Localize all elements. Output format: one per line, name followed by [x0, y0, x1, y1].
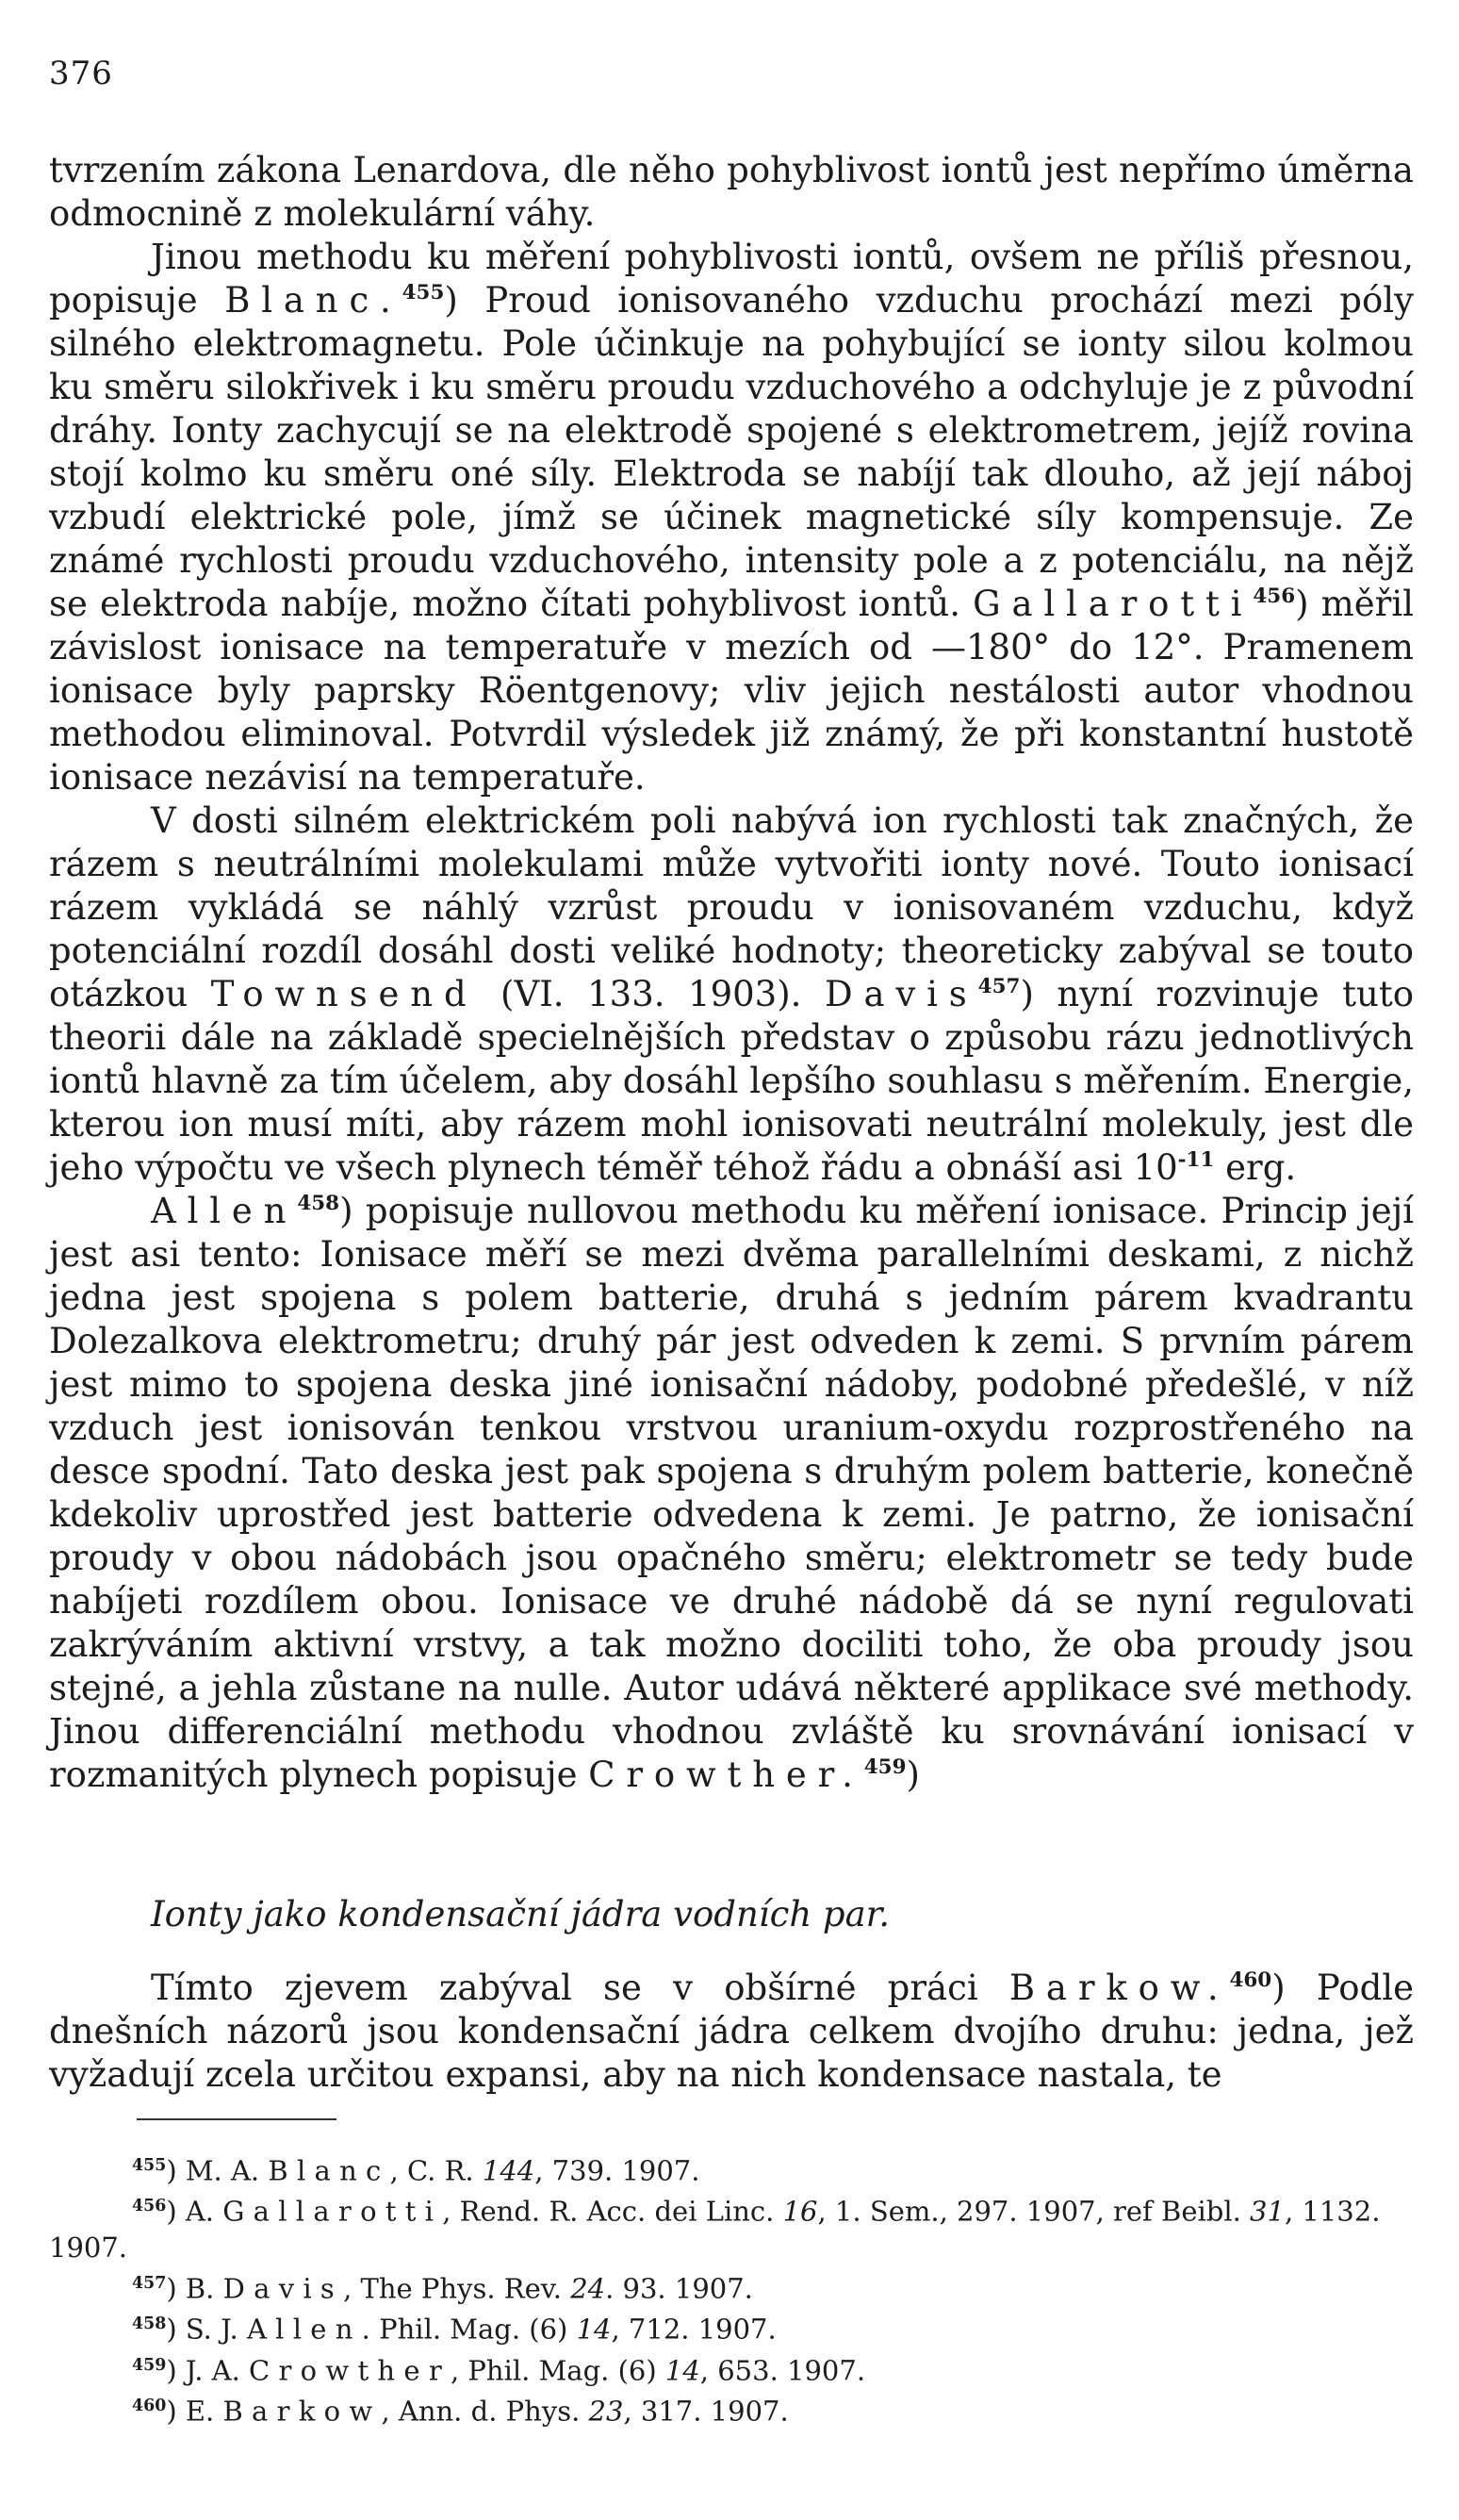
- page-number: 376: [49, 55, 113, 92]
- footnote-455: [49, 2148, 1414, 2188]
- footnote-author: Gallarotti: [222, 2195, 443, 2228]
- footnote-text: , The Phys. Rev.: [343, 2272, 571, 2305]
- footnote-text: , Phil. Mag. (6): [450, 2354, 665, 2387]
- paragraph-2-text-b: ) Proud ionisovaného vzduchu prochází mezi póly silného elektromagnetu. Pole účinkuje na pohybující se ionty silou kolmou ku směru silokřivek i ku směru proudu vzduchového a odchyluje je z původní dráhy. Ionty zachycují se na elektrodě spojené s elektrometrem, jejíž rovina stojí kolmo ku směru oné síly. Elektroda se nabíjí tak dlouho, až její náboj vzbudí elektrické pole, jímž se účinek magnetické síly kompensuje. Ze známé rychlosti proudu vzduchového, intensity pole a z potenciálu, na nějž se elektroda nabíje, možno čítati pohyblivost iontů.: [49, 280, 1414, 624]
- footnote-number: 457: [132, 2273, 167, 2293]
- footnote-volume: 23: [588, 2395, 624, 2428]
- footnote-text: ) M. A.: [166, 2154, 269, 2187]
- paragraph-3: [49, 799, 1414, 1190]
- footnote-text: ) B.: [166, 2272, 223, 2305]
- paragraph-3-text-d: erg.: [1214, 1147, 1297, 1188]
- paragraph-2: [49, 236, 1414, 799]
- author-blanc: Blanc.: [224, 280, 402, 321]
- footnotes: [49, 2148, 1414, 2429]
- footnote-458: [49, 2306, 1414, 2347]
- footnote-text: , C. R.: [389, 2154, 483, 2187]
- exponent: -11: [1177, 1148, 1215, 1173]
- paragraph-4-text-a: ) popisuje nullovou methodu ku měření ionisace. Princip její jest asi tento: Ionisace měří se mezi dvěma parallelními deskami, z nichž jedna jest spojena s polem batterie, druhá s jedním párem kvadrantu Dolezalkova elektrometru; druhý pár jest odveden k zemi. S prvním párem jest mimo to spojena deska jiné ionisační nádoby, podobné předešlé, v níž vzduch jest ionisován tenkou vrstvou uranium-oxydu rozprostřeného na desce spodní. Tato deska jest pak spojena s druhým polem batterie, konečně kdekoliv uprostřed jest batterie odvedena k zemi. Je patrno, že ionisační proudy v obou nádobách jsou opačného směru; elektrometr se tedy bude nabíjeti rozdílem obou. Ionisace ve druhé nádobě dá se nyní regulovati zakrýváním aktivní vrstvy, a tak možno dociliti toho, že oba proudy jsou stejné, a jehla zůstane na nulle. Autor udává některé applikace své methody. Jinou differenciální methodu vhodnou zvláště ku srovnávání ionisací v rozmanitých plynech popisuje: [49, 1191, 1414, 1795]
- footnote-number: 455: [132, 2156, 167, 2175]
- footnote-number: 458: [132, 2314, 167, 2334]
- section-paragraph-1-text-b: ) Podle dnešních názorů jsou kondensační jádra celkem dvojího druhu: jedna, jež vyžadují zcela určitou expansi, aby na nich kondensace nastala, te: [49, 1968, 1414, 2095]
- section-paragraph-1: [49, 1967, 1414, 2097]
- footnote-volume: 24: [570, 2272, 606, 2305]
- footnote-text: , 653. 1907.: [699, 2354, 866, 2387]
- section-paragraph-1-text-a: Tímto zjevem zabýval se v obšírné práci: [151, 1968, 1009, 2008]
- paragraph-4-text-b: ): [906, 1754, 920, 1795]
- author-townsend: Townsend: [210, 974, 478, 1014]
- footnote-number: 456: [132, 2197, 167, 2216]
- footnote-ref-456[interactable]: 456: [1253, 585, 1296, 609]
- footnote-ref-455[interactable]: 455: [402, 281, 445, 305]
- author-davis: Davis: [824, 974, 978, 1014]
- footnote-text: ) A.: [166, 2195, 223, 2228]
- footnote-ref-458[interactable]: 458: [297, 1192, 340, 1216]
- paragraph-1-text: tvrzením zákona Lenardova, dle něho pohyblivost iontů jest nepřímo úměrna odmocnině z molekulární váhy.: [49, 150, 1414, 234]
- footnote-author: Barkow: [222, 2395, 382, 2428]
- footnote-volume: 14: [664, 2354, 700, 2387]
- footnote-ref-457[interactable]: 457: [977, 975, 1021, 999]
- footnote-text: , 1132. 1907.: [49, 2195, 1381, 2264]
- footnote-number: 459: [132, 2355, 167, 2375]
- paragraph-2-text-a: Jinou methodu ku měření pohyblivosti iontů, ovšem ne příliš přesnou, popisuje: [49, 237, 1414, 321]
- footnote-author: Davis: [222, 2272, 344, 2305]
- footnote-volume: 14: [576, 2313, 612, 2346]
- footnote-459: [49, 2347, 1414, 2388]
- paragraph-4: [49, 1190, 1414, 1797]
- footnote-author: Blanc: [268, 2154, 390, 2187]
- paragraph-2-text-c: ) měřil závislost ionisace na temperatuře v mezích od —180° do 12°. Pramenem ionisace byly paprsky Röentgenovy; vliv jejich nestálosti autor vhodnou methodou eliminoval. Potvrdil výsledek již známý, že při konstantní hustotě ionisace nezávisí na temperatuře.: [49, 584, 1414, 798]
- paragraph-1: [49, 149, 1414, 236]
- author-barkow: Barkow.: [1008, 1968, 1230, 2008]
- author-gallarotti: Gallarotti: [973, 584, 1254, 624]
- footnote-ref-460[interactable]: 460: [1229, 1968, 1272, 1993]
- footnote-456: [49, 2188, 1414, 2265]
- footnote-volume: 31: [1250, 2195, 1285, 2228]
- footnote-text: , 739. 1907.: [534, 2154, 700, 2187]
- paragraph-3-text-b: (VI. 133. 1903).: [477, 974, 825, 1014]
- footnote-text: . Phil. Mag. (6): [361, 2313, 577, 2346]
- section-text: [49, 1967, 1414, 2097]
- paragraph-3-text-c: ) nyní rozvinuje tuto theorii dále na základě specielnějších představ o způsobu rázu jednotlivých iontů hlavně za tím účelem, aby dosáhl lepšího souhlasu s měřením. Energie, kterou ion musí míti, aby rázem mohl ionisovati neutrální molekuly, jest dle jeho výpočtu ve všech plynech téměř téhož řádu a obnáší asi 10: [49, 974, 1414, 1188]
- paragraph-3-text-a: V dosti silném elektrickém poli nabývá ion rychlosti tak značných, že rázem s neutrálními molekulami může vytvořiti ionty nové. Touto ionisací rázem vykládá se náhlý vzrůst proudu v ionisovaném vzduchu, když potenciální rozdíl dosáhl dosti veliké hodnoty; theoreticky zabýval se touto otázkou: [49, 800, 1414, 1014]
- footnote-volume: 144: [482, 2154, 535, 2187]
- footnote-text: ) J. A.: [166, 2354, 250, 2387]
- footnote-text: , 1. Sem., 297. 1907, ref Beibl.: [817, 2195, 1251, 2228]
- footnote-author: Allen: [246, 2313, 362, 2346]
- footnote-ref-459[interactable]: 459: [863, 1755, 907, 1780]
- body-text: [49, 149, 1414, 1797]
- author-crowther: Crowther.: [588, 1754, 864, 1795]
- footnote-volume: 16: [782, 2195, 818, 2228]
- footnote-text: , 317. 1907.: [623, 2395, 789, 2428]
- footnote-divider: [137, 2118, 336, 2120]
- footnote-text: ) S. J.: [166, 2313, 247, 2346]
- section-heading: Ionty jako kondensační jádra vodních par.: [151, 1894, 891, 1935]
- footnote-text: , Ann. d. Phys.: [381, 2395, 589, 2428]
- footnote-text: , Rend. R. Acc. dei Linc.: [442, 2195, 783, 2228]
- footnote-460: [49, 2388, 1414, 2429]
- footnote-text: , 712. 1907.: [611, 2313, 777, 2346]
- footnote-number: 460: [132, 2396, 167, 2416]
- footnote-text: ) E.: [166, 2395, 223, 2428]
- footnote-text: . 93. 1907.: [605, 2272, 753, 2305]
- author-allen: Allen: [151, 1191, 298, 1231]
- footnote-author: Crowther: [249, 2354, 451, 2387]
- footnote-457: [49, 2265, 1414, 2306]
